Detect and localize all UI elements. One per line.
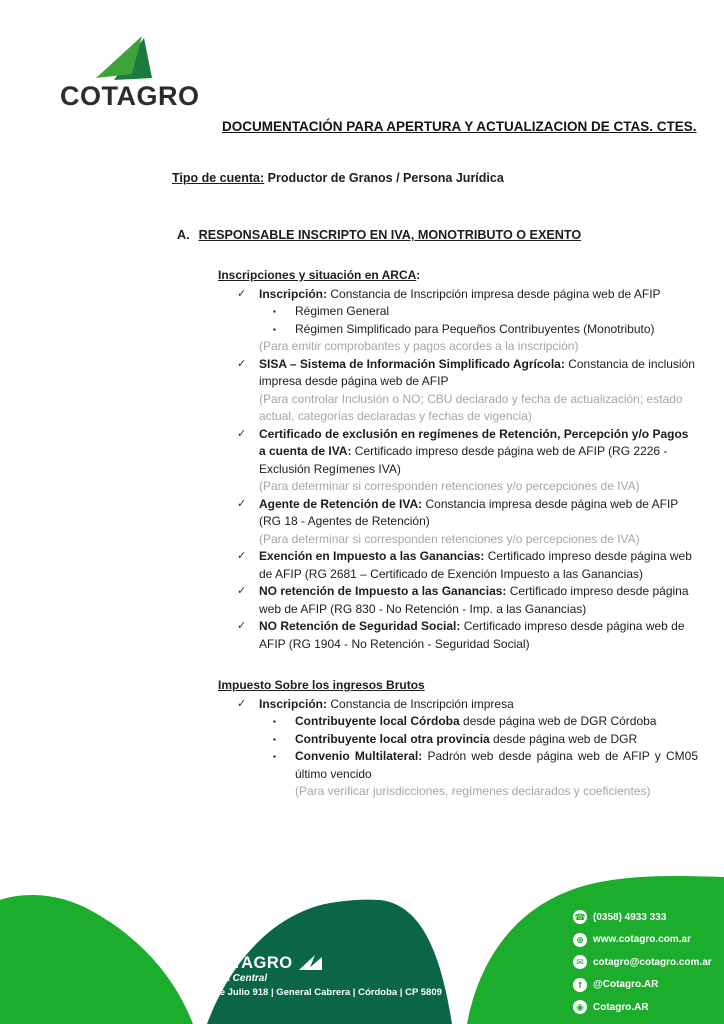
sub-item-lead: Contribuyente local otra provincia — [295, 731, 490, 746]
website-url: www.cotagro.com.ar — [593, 934, 691, 945]
item-lead: Certificado de exclusión en regímenes de Retención, Percepción y/o Pagos a cuenta de IVA: — [259, 426, 689, 458]
item-note: (Para determinar si corresponden retenciones y/o percepciones de IVA) — [259, 479, 640, 493]
check-icon: ✓ — [237, 357, 247, 370]
contact-row-facebook — [573, 978, 712, 992]
instagram-handle: Cotagro.AR — [593, 1001, 649, 1013]
sub-list-item — [259, 303, 698, 321]
account-type-label: Tipo de cuenta: — [172, 171, 265, 185]
check-icon: ✓ — [237, 287, 247, 300]
footer-brand-block — [206, 954, 442, 999]
item-text: Constancia de Inscripción impresa desde página web de AFIP — [327, 286, 661, 301]
contact-row-website — [573, 933, 712, 947]
section-a-letter: A. — [177, 228, 190, 242]
sub-item-lead: Contribuyente local Córdoba — [295, 714, 460, 728]
section-a-title: RESPONSABLE INSCRIPTO EN IVA, MONOTRIBUTO O EXENTO — [198, 228, 582, 242]
item-text: Certificado impreso desde página web de AFIP (RG 830 - No Retención - Imp. a las Ganancias) — [259, 584, 689, 616]
page-title: DOCUMENTACIÓN PARA APERTURA Y ACTUALIZACION DE CTAS. CTES. — [222, 119, 697, 134]
footer-address: 9 de Julio 918 | General Cabrera | Córdoba | CP 5809 — [206, 987, 442, 998]
iibb-heading: Impuesto Sobre los ingresos Brutos — [218, 678, 425, 692]
contact-row-instagram — [573, 1000, 712, 1014]
list-item — [218, 426, 698, 496]
arca-heading: Inscripciones y situación en ARCA: — [218, 268, 421, 282]
square-bullet-icon: ▪ — [273, 717, 276, 726]
facebook-icon: f — [573, 978, 587, 992]
item-text: Constancia de inclusión impresa desde página web de AFIP — [259, 356, 695, 388]
list-item — [218, 356, 698, 426]
item-lead: Inscripción: — [259, 696, 328, 711]
list-item — [218, 696, 698, 801]
item-note: (Para emitir comprobantes y pagos acordes a la inscripción) — [259, 339, 579, 353]
footer-left-hill — [0, 895, 193, 1024]
contact-row-phone — [573, 910, 712, 924]
list-item — [218, 618, 698, 653]
email-icon: ✉ — [573, 955, 587, 969]
sub-list-item — [259, 713, 698, 731]
sub-item-text: Régimen General — [295, 304, 390, 318]
footer-brand: COTAGRO — [206, 954, 293, 972]
item-lead: Inscripción: — [259, 286, 328, 301]
footer-branch: Casa Central — [206, 973, 268, 984]
check-icon: ✓ — [237, 550, 247, 562]
sub-item-text: Padrón web desde página web de AFIP y CM05 último vencido — [295, 749, 699, 781]
item-text: Certificado impreso desde página web de AFIP (RG 2681 – Certificado de Exención Impuesto a las Ganancias) — [259, 549, 692, 581]
list-item — [218, 548, 698, 583]
sail-icon — [298, 954, 324, 971]
account-type-line — [172, 171, 504, 185]
cotagro-triangles-icon — [94, 34, 152, 82]
contact-row-email — [573, 955, 712, 969]
sub-item-lead: Convenio Multilateral: — [295, 749, 423, 763]
globe-icon: ⊕ — [573, 933, 587, 947]
sub-item-text: Régimen Simplificado para Pequeños Contribuyentes (Monotributo) — [295, 321, 655, 336]
item-note: (Para determinar si corresponden retenciones y/o percepciones de IVA) — [259, 531, 640, 546]
item-note: (Para controlar Inclusión o NO; CBU declarado y fecha de actualización; estado actual, categorías declaradas y fechas de vigencia) — [259, 391, 683, 423]
logo-wordmark: COTAGRO — [60, 81, 200, 111]
square-bullet-icon: ▪ — [273, 734, 276, 744]
item-lead: Exención en Impuesto a las Ganancias: — [259, 549, 485, 563]
item-lead: NO retención de Impuesto a las Ganancias: — [259, 584, 507, 598]
check-icon: ✓ — [237, 585, 247, 597]
instagram-icon: ◉ — [573, 1000, 587, 1014]
sub-list-item — [259, 748, 698, 801]
item-text: Certificado impreso desde página web de AFIP (RG 1904 - No Retención - Seguridad Social) — [259, 619, 685, 651]
list-item — [218, 496, 698, 549]
sub-list-item — [259, 731, 698, 749]
email-address: cotagro@cotagro.com.ar — [593, 956, 712, 968]
item-lead: SISA – Sistema de Información Simplificado Agrícola: — [259, 356, 565, 371]
check-icon: ✓ — [237, 497, 247, 510]
sub-list-item — [259, 321, 698, 339]
list-item — [218, 583, 698, 618]
item-text: Certificado impreso desde página web de AFIP (RG 2226 - Exclusión Regímenes IVA) — [259, 444, 668, 476]
section-a-heading — [177, 228, 581, 242]
phone-icon: ☎ — [574, 912, 586, 922]
item-lead: NO Retención de Seguridad Social: — [259, 619, 461, 633]
item-text: Constancia de Inscripción impresa — [327, 696, 514, 711]
check-icon: ✓ — [237, 427, 247, 440]
footer-contacts — [573, 910, 712, 1023]
account-type-value: Productor de Granos / Persona Jurídica — [264, 171, 504, 185]
check-icon: ✓ — [237, 620, 247, 632]
facebook-handle: @Cotagro.AR — [593, 979, 659, 990]
check-icon: ✓ — [237, 697, 247, 710]
item-note: (Para verificar jurisdicciones, regímenes declarados y coeficientes) — [295, 784, 651, 798]
document-body — [218, 267, 698, 801]
list-item — [218, 286, 698, 356]
item-lead: Agente de Retención de IVA: — [259, 496, 423, 511]
item-text: Constancia impresa desde página web de AFIP (RG 18 - Agentes de Retención) — [259, 496, 679, 528]
square-bullet-icon: ▪ — [273, 752, 276, 761]
cotagro-logo — [60, 34, 210, 110]
sub-item-text: desde página web de DGR — [489, 731, 638, 746]
sub-item-text: desde página web de DGR Córdoba — [459, 714, 657, 728]
square-bullet-icon: ▪ — [273, 324, 276, 334]
phone-number: (0358) 4933 333 — [593, 911, 667, 923]
square-bullet-icon: ▪ — [273, 307, 276, 316]
